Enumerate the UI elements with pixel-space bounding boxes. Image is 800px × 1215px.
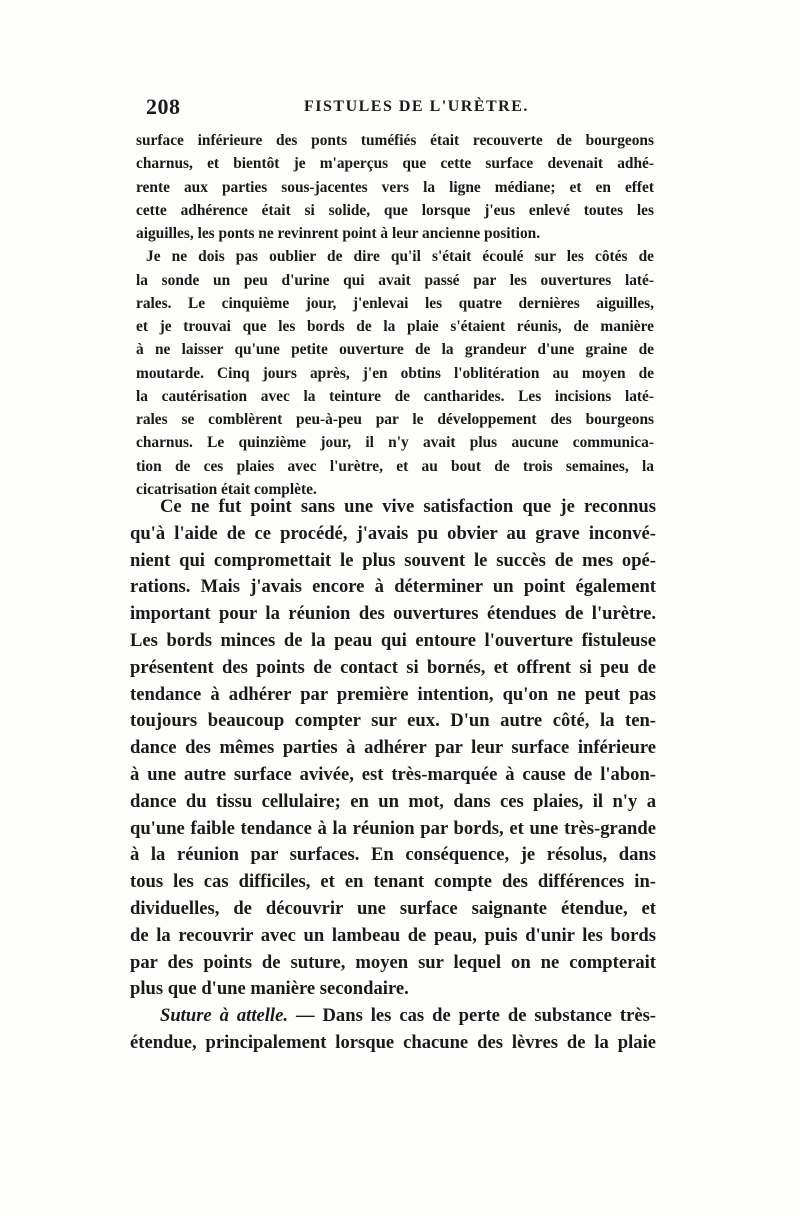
text-line: tous les cas difficiles, et en tenant compte des différences in- <box>130 871 656 893</box>
text-line: rations. Mais j'avais encore à déterminer un point également <box>130 576 656 598</box>
text-line: cette adhérence était si solide, que lorsque j'eus enlevé toutes les <box>136 201 654 219</box>
text-line: et je trouvai que les bords de la plaie s'étaient réunis, de manière <box>136 318 654 335</box>
text-line: charnus, et bientôt je m'aperçus que cette surface devenait adhé- <box>136 155 654 173</box>
small-print-text <box>136 129 654 501</box>
text-line: présentent des points de contact si bornés, et offrent si peu de <box>130 656 656 678</box>
text-line: la sonde un peu d'urine qui avait passé par les ouvertures laté- <box>136 271 654 289</box>
text-fragment: — Dans les cas de perte de substance très- <box>288 1005 657 1027</box>
text-line: à une autre surface avivée, est très-marquée à cause de l'abon- <box>130 763 656 785</box>
section-heading: Suture à attelle. <box>160 1005 288 1027</box>
text-line: Ce ne fut point sans une vive satisfaction que je reconnus <box>160 496 656 517</box>
text-line: la cautérisation avec la teinture de cantharides. Les incisions laté- <box>136 387 654 405</box>
text-line: à ne laisser qu'une petite ouverture de la grandeur d'une graine de <box>136 341 654 359</box>
text-line: dance du tissu cellulaire; en un mot, dans ces plaies, il n'y a <box>130 790 656 812</box>
text-line: dance des mêmes parties à adhérer par leur surface inférieure <box>130 737 656 759</box>
text-line: moutarde. Cinq jours après, j'en obtins l'oblitération au moyen de <box>136 364 654 382</box>
paragraph <box>130 494 656 1003</box>
main-text <box>130 494 656 1057</box>
text-line: surface inférieure des ponts tuméfiés était recouverte de bourgeons <box>136 132 654 149</box>
page-header <box>146 94 656 124</box>
text-line: rente aux parties sous-jacentes vers la ligne médiane; et en effet <box>136 178 654 196</box>
paragraph <box>136 129 654 245</box>
text-line: rales se comblèrent peu-à-peu par le développement des bourgeons <box>136 411 654 428</box>
text-line: plus que d'une manière secondaire. <box>130 978 409 1000</box>
text-line: étendue, principalement lorsque chacune des lèvres de la plaie <box>130 1031 656 1053</box>
text-line: Les bords minces de la peau qui entoure l'ouverture fistuleuse <box>130 629 656 651</box>
text-line <box>130 1003 656 1030</box>
text-line: nient qui compromettait le plus souvent le succès de mes opé- <box>130 549 656 571</box>
text-line: qu'à l'aide de ce procédé, j'avais pu obvier au grave inconvé- <box>130 522 656 544</box>
running-title: FISTULES DE L'URÈTRE. <box>304 98 529 115</box>
text-line: à la réunion par surfaces. En conséquence, je résolus, dans <box>130 844 656 866</box>
text-line: qu'une faible tendance à la réunion par bords, et une très-grande <box>130 817 656 839</box>
text-line: tendance à adhérer par première intention, qu'on ne peut pas <box>130 683 656 705</box>
text-line: aiguilles, les ponts ne revinrent point à leur ancienne position. <box>136 225 541 242</box>
text-line: rales. Le cinquième jour, j'enlevai les quatre dernières aiguilles, <box>136 294 654 312</box>
text-line: dividuelles, de découvrir une surface saignante étendue, et <box>130 897 656 919</box>
paragraph <box>136 245 654 501</box>
text-line: de la recouvrir avec un lambeau de peau, puis d'unir les bords <box>130 924 656 946</box>
text-line: cicatrisation était complète. <box>136 480 317 498</box>
text-line: charnus. Le quinzième jour, il n'y avait plus aucune communica- <box>136 434 654 452</box>
text-line: important pour la réunion des ouvertures étendues de l'urètre. <box>130 603 656 625</box>
text-line: Je ne dois pas oublier de dire qu'il s'était écoulé sur les côtés de <box>146 248 654 266</box>
text-line: par des points de suture, moyen sur lequel on ne compterait <box>130 951 656 973</box>
page-number: 208 <box>146 94 181 119</box>
text-line: toujours beaucoup compter sur eux. D'un autre côté, la ten- <box>130 710 656 732</box>
paragraph <box>130 1003 656 1057</box>
text-line: tion de ces plaies avec l'urètre, et au bout de trois semaines, la <box>136 457 654 475</box>
